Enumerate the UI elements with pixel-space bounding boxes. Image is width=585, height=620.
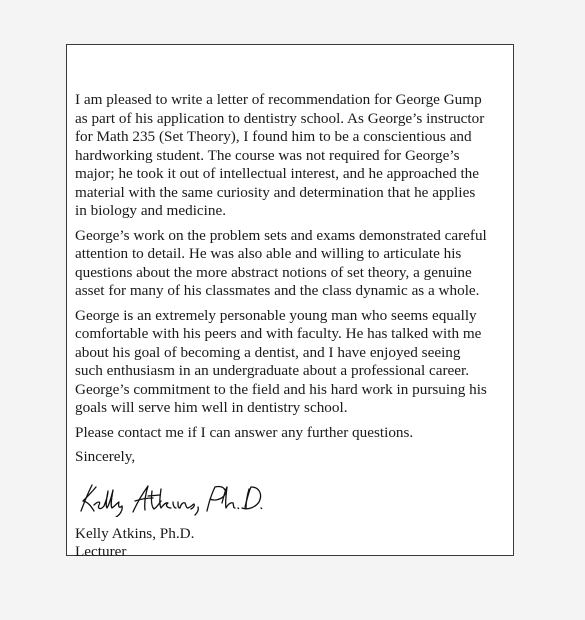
- handwritten-signature: [75, 477, 265, 517]
- paragraph-contact: Please contact me if I can answer any further questions.: [75, 423, 414, 441]
- closing: Sincerely,: [75, 448, 136, 465]
- paragraph-personality: George is an extremely personable young man who seems equally comfortable with his peers and with faculty. He has talked with me about his goal of becoming a dentist, and I have enjoyed seeing such enthusiasm in an undergraduate about a professional career. George’s commitment to the field and his hard work in pursuing his goals will serve him well in dentistry school.: [75, 306, 487, 416]
- signer-name: Kelly Atkins, Ph.D.: [75, 524, 195, 542]
- letter-page: [66, 44, 514, 560]
- signature-block: [75, 525, 511, 562]
- paragraph-intro: I am pleased to write a letter of recommendation for George Gump as part of his application to dentistry school. As George’s instructor for Math 235 (Set Theory), I found him to be a conscientious and hardworking student. The course was not required for George’s major; he took it out of intellectual interest, and he approached the material with the same curiosity and determination that he applies in biology and medicine.: [75, 91, 485, 219]
- letter-body: [75, 91, 511, 562]
- paragraph-work: George’s work on the problem sets and exams demonstrated careful attention to detail. He was also able and willing to articulate his questions about the more abstract notions of set theory, a genuine asset for many of his classmates and the class dynamic as a whole.: [75, 226, 487, 299]
- signer-title: Lecturer: [75, 543, 127, 560]
